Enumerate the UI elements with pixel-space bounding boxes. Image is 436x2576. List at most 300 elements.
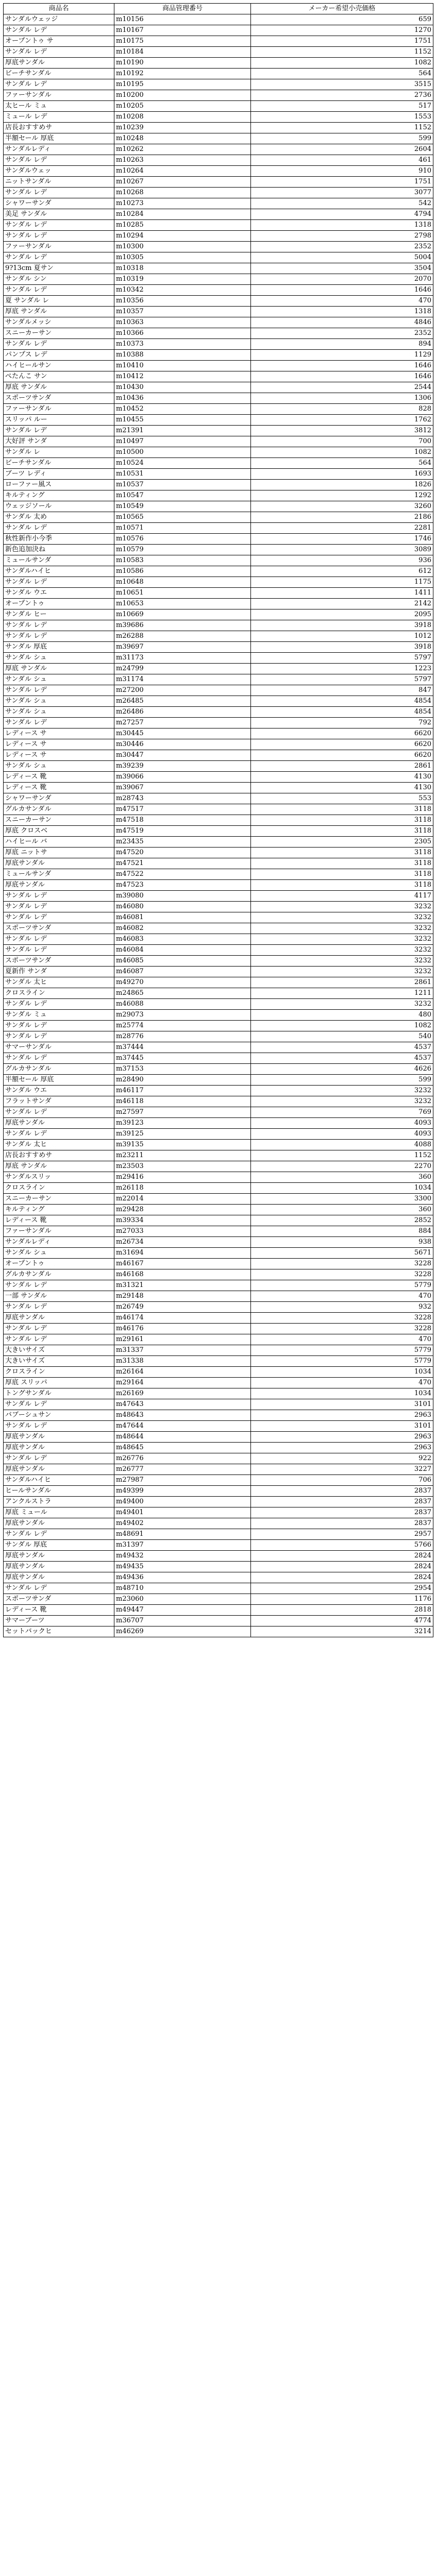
product-name-cell: サンダル ウエ: [4, 588, 114, 599]
retail-price-cell: 5766: [251, 1540, 433, 1551]
product-name-cell: サンダル レデ: [4, 1583, 114, 1594]
product-code-cell: m47519: [114, 826, 251, 837]
product-name-cell: ビーチサンダル: [4, 69, 114, 79]
product-name-cell: 一部 サンダル: [4, 1291, 114, 1302]
product-code-cell: m49270: [114, 977, 251, 988]
table-row: [4, 793, 433, 804]
retail-price-cell: 1223: [251, 664, 433, 674]
table-row: [4, 1605, 433, 1616]
table-row: [4, 534, 433, 545]
table-row: [4, 1345, 433, 1356]
product-name-cell: サンダルレディ: [4, 144, 114, 155]
product-code-cell: m10651: [114, 588, 251, 599]
table-row: [4, 480, 433, 490]
product-code-cell: m10319: [114, 274, 251, 285]
product-code-cell: m47517: [114, 804, 251, 815]
product-name-cell: サンダル シュ: [4, 761, 114, 772]
product-name-cell: ミュール レデ: [4, 112, 114, 123]
product-code-cell: m10648: [114, 577, 251, 588]
table-row: [4, 371, 433, 382]
retail-price-cell: 3515: [251, 79, 433, 90]
retail-price-cell: 2837: [251, 1486, 433, 1497]
product-name-cell: ニットサンダル: [4, 177, 114, 188]
table-row: [4, 436, 433, 447]
product-code-cell: m46080: [114, 902, 251, 912]
retail-price-cell: 3101: [251, 1421, 433, 1432]
retail-price-cell: 1646: [251, 371, 433, 382]
product-name-cell: ウェッジソール: [4, 501, 114, 512]
product-name-cell: レディース サ: [4, 750, 114, 761]
product-code-cell: m27987: [114, 1475, 251, 1486]
product-code-cell: m10208: [114, 112, 251, 123]
retail-price-cell: 792: [251, 718, 433, 728]
product-code-cell: m26118: [114, 1183, 251, 1194]
retail-price-cell: 1152: [251, 47, 433, 58]
table-row: [4, 328, 433, 339]
product-name-cell: サンダル レデ: [4, 1021, 114, 1031]
retail-price-cell: 517: [251, 101, 433, 112]
table-row: [4, 209, 433, 220]
product-name-cell: 美足 サンダル: [4, 209, 114, 220]
retail-price-cell: 2070: [251, 274, 433, 285]
product-code-cell: m10305: [114, 252, 251, 263]
table-row: [4, 674, 433, 685]
retail-price-cell: 1762: [251, 415, 433, 426]
product-code-cell: m10300: [114, 242, 251, 252]
retail-price-cell: 3118: [251, 858, 433, 869]
retail-price-cell: 706: [251, 1475, 433, 1486]
product-name-cell: サンダル レデ: [4, 1529, 114, 1540]
product-name-cell: オープントゥ: [4, 599, 114, 609]
table-row: [4, 750, 433, 761]
table-row: [4, 599, 433, 609]
table-row: [4, 447, 433, 458]
retail-price-cell: 3232: [251, 1096, 433, 1107]
retail-price-cell: 1176: [251, 1594, 433, 1605]
table-row: [4, 826, 433, 837]
table-row: [4, 653, 433, 664]
retail-price-cell: 564: [251, 69, 433, 79]
retail-price-cell: 1211: [251, 988, 433, 999]
table-row: [4, 804, 433, 815]
table-row: [4, 1616, 433, 1626]
retail-price-cell: 4088: [251, 1140, 433, 1150]
retail-price-cell: 1646: [251, 285, 433, 296]
retail-price-cell: 612: [251, 566, 433, 577]
product-code-cell: m48644: [114, 1432, 251, 1443]
product-name-cell: キルティング: [4, 490, 114, 501]
product-name-cell: 厚底 ミュール: [4, 1507, 114, 1518]
product-name-cell: キルティング: [4, 1205, 114, 1215]
product-name-cell: グルカサンダル: [4, 1269, 114, 1280]
product-code-cell: m10586: [114, 566, 251, 577]
product-name-cell: スニーカーサン: [4, 815, 114, 826]
table-row: [4, 999, 433, 1010]
product-name-cell: サンダル シュ: [4, 707, 114, 718]
product-code-cell: m10285: [114, 220, 251, 231]
retail-price-cell: 3232: [251, 956, 433, 967]
table-row: [4, 1140, 433, 1150]
table-row: [4, 1269, 433, 1280]
product-name-cell: サンダル 太め: [4, 512, 114, 523]
retail-price-cell: 1129: [251, 350, 433, 361]
retail-price-cell: 4537: [251, 1053, 433, 1064]
product-code-cell: m26734: [114, 1237, 251, 1248]
table-row: [4, 815, 433, 826]
product-name-cell: サンダル レデ: [4, 620, 114, 631]
table-row: [4, 728, 433, 739]
table-row: [4, 1183, 433, 1194]
table-row: [4, 685, 433, 696]
product-code-cell: m10531: [114, 469, 251, 480]
product-name-cell: オープントゥ: [4, 1259, 114, 1269]
retail-price-cell: 1306: [251, 393, 433, 404]
product-code-cell: m29161: [114, 1334, 251, 1345]
table-row: [4, 512, 433, 523]
table-row: [4, 1464, 433, 1475]
product-code-cell: m31694: [114, 1248, 251, 1259]
table-row: [4, 58, 433, 69]
product-code-cell: m10571: [114, 523, 251, 534]
product-name-cell: サンダル レデ: [4, 934, 114, 945]
product-code-cell: m49432: [114, 1551, 251, 1562]
product-code-cell: m26169: [114, 1388, 251, 1399]
table-row: [4, 1075, 433, 1086]
product-code-cell: m10167: [114, 25, 251, 36]
product-code-cell: m10549: [114, 501, 251, 512]
product-code-cell: m46174: [114, 1313, 251, 1324]
retail-price-cell: 3118: [251, 880, 433, 891]
retail-price-cell: 2824: [251, 1572, 433, 1583]
product-name-cell: ハイヒールサン: [4, 361, 114, 371]
product-name-cell: 厚底 ニットサ: [4, 848, 114, 858]
table-row: [4, 25, 433, 36]
product-code-cell: m28776: [114, 1031, 251, 1042]
retail-price-cell: 5779: [251, 1345, 433, 1356]
retail-price-cell: 5671: [251, 1248, 433, 1259]
retail-price-cell: 3089: [251, 545, 433, 555]
retail-price-cell: 2604: [251, 144, 433, 155]
product-name-cell: サンダル レデ: [4, 47, 114, 58]
product-code-cell: m23435: [114, 837, 251, 848]
table-row: [4, 1086, 433, 1096]
product-code-cell: m10239: [114, 123, 251, 133]
retail-price-cell: 2142: [251, 599, 433, 609]
product-code-cell: m10579: [114, 545, 251, 555]
product-code-cell: m26749: [114, 1302, 251, 1313]
product-code-cell: m24799: [114, 664, 251, 674]
product-code-cell: m48645: [114, 1443, 251, 1453]
retail-price-cell: 1292: [251, 490, 433, 501]
table-row: [4, 1551, 433, 1562]
table-row: [4, 588, 433, 599]
product-name-cell: ヒールサンダル: [4, 1486, 114, 1497]
table-row: [4, 404, 433, 415]
product-name-cell: 新色追加決ね: [4, 545, 114, 555]
product-code-cell: m31174: [114, 674, 251, 685]
table-row: [4, 664, 433, 674]
table-row: [4, 1205, 433, 1215]
table-row: [4, 1334, 433, 1345]
product-name-cell: 厚底 スリッパ: [4, 1378, 114, 1388]
table-row: [4, 783, 433, 793]
table-row: [4, 79, 433, 90]
table-row: [4, 1226, 433, 1237]
table-row: [4, 1443, 433, 1453]
product-code-cell: m29428: [114, 1205, 251, 1215]
retail-price-cell: 2963: [251, 1410, 433, 1421]
product-code-cell: m37153: [114, 1064, 251, 1075]
product-name-cell: ハイヒール バ: [4, 837, 114, 848]
table-row: [4, 393, 433, 404]
table-row: [4, 555, 433, 566]
product-code-cell: m39067: [114, 783, 251, 793]
product-code-cell: m26777: [114, 1464, 251, 1475]
product-name-cell: 秋性新作小今季: [4, 534, 114, 545]
product-name-cell: 厚底サンダル: [4, 1518, 114, 1529]
product-name-cell: 9?13cm 夏サン: [4, 263, 114, 274]
table-row: [4, 69, 433, 79]
product-table: [3, 3, 433, 1637]
table-row: [4, 718, 433, 728]
table-row: [4, 1529, 433, 1540]
retail-price-cell: 599: [251, 1075, 433, 1086]
table-row: [4, 415, 433, 426]
table-row: [4, 977, 433, 988]
table-row: [4, 1432, 433, 1443]
retail-price-cell: 3232: [251, 945, 433, 956]
retail-price-cell: 2861: [251, 761, 433, 772]
product-name-cell: レディース 靴: [4, 772, 114, 783]
product-name-cell: 太ヒール ミュ: [4, 101, 114, 112]
product-name-cell: アンクルストラ: [4, 1497, 114, 1507]
product-code-cell: m10455: [114, 415, 251, 426]
retail-price-cell: 2095: [251, 609, 433, 620]
product-code-cell: m23503: [114, 1161, 251, 1172]
product-name-cell: 厚底サンダル: [4, 1464, 114, 1475]
product-code-cell: m39686: [114, 620, 251, 631]
retail-price-cell: 932: [251, 1302, 433, 1313]
retail-price-cell: 360: [251, 1172, 433, 1183]
product-code-cell: m49399: [114, 1486, 251, 1497]
product-code-cell: m10318: [114, 263, 251, 274]
table-row: [4, 1475, 433, 1486]
product-name-cell: グルカサンダル: [4, 1064, 114, 1075]
product-name-cell: サンダル レデ: [4, 1421, 114, 1432]
table-row: [4, 1215, 433, 1226]
product-code-cell: m37445: [114, 1053, 251, 1064]
table-row: [4, 837, 433, 848]
retail-price-cell: 1034: [251, 1183, 433, 1194]
retail-price-cell: 3118: [251, 815, 433, 826]
retail-price-cell: 3101: [251, 1399, 433, 1410]
retail-price-cell: 2861: [251, 977, 433, 988]
product-name-cell: サンダル シュ: [4, 696, 114, 707]
product-name-cell: 厚底 サンダル: [4, 664, 114, 674]
retail-price-cell: 2352: [251, 242, 433, 252]
product-name-cell: サンダル レデ: [4, 285, 114, 296]
retail-price-cell: 1751: [251, 36, 433, 47]
product-code-cell: m10497: [114, 436, 251, 447]
product-code-cell: m47520: [114, 848, 251, 858]
retail-price-cell: 360: [251, 1205, 433, 1215]
retail-price-cell: 828: [251, 404, 433, 415]
table-row: [4, 1497, 433, 1507]
product-name-cell: サンダル レデ: [4, 523, 114, 534]
product-code-cell: m26485: [114, 696, 251, 707]
table-row: [4, 1194, 433, 1205]
table-row: [4, 1594, 433, 1605]
table-row: [4, 90, 433, 101]
retail-price-cell: 922: [251, 1453, 433, 1464]
retail-price-cell: 2824: [251, 1562, 433, 1572]
table-row: [4, 501, 433, 512]
product-name-cell: クロスライン: [4, 988, 114, 999]
table-row: [4, 133, 433, 144]
product-name-cell: ぺたんこ サン: [4, 371, 114, 382]
product-name-cell: 厚底サンダル: [4, 1443, 114, 1453]
header-product-name: 商品名: [4, 4, 114, 14]
product-code-cell: m47643: [114, 1399, 251, 1410]
table-row: [4, 274, 433, 285]
table-row: [4, 382, 433, 393]
product-name-cell: 半額セール 厚底: [4, 133, 114, 144]
table-row: [4, 350, 433, 361]
retail-price-cell: 480: [251, 1010, 433, 1021]
table-row: [4, 707, 433, 718]
table-row: [4, 1356, 433, 1367]
table-row: [4, 1378, 433, 1388]
product-code-cell: m46084: [114, 945, 251, 956]
product-name-cell: レディース 靴: [4, 783, 114, 793]
product-name-cell: スポーツサンダ: [4, 923, 114, 934]
product-code-cell: m10547: [114, 490, 251, 501]
product-name-cell: フラットサンダ: [4, 1096, 114, 1107]
table-row: [4, 263, 433, 274]
product-name-cell: 厚底サンダル: [4, 1551, 114, 1562]
retail-price-cell: 847: [251, 685, 433, 696]
retail-price-cell: 542: [251, 198, 433, 209]
header-retail-price: メーカー希望小売価格: [251, 4, 433, 14]
product-name-cell: サンダル レデ: [4, 79, 114, 90]
retail-price-cell: 4774: [251, 1616, 433, 1626]
retail-price-cell: 2818: [251, 1605, 433, 1616]
table-row: [4, 296, 433, 307]
retail-price-cell: 470: [251, 1378, 433, 1388]
product-code-cell: m46118: [114, 1096, 251, 1107]
table-row: [4, 1042, 433, 1053]
product-code-cell: m10190: [114, 58, 251, 69]
product-code-cell: m10195: [114, 79, 251, 90]
product-name-cell: ミュールサンダ: [4, 869, 114, 880]
table-row: [4, 144, 433, 155]
table-row: [4, 848, 433, 858]
product-code-cell: m10500: [114, 447, 251, 458]
product-code-cell: m29148: [114, 1291, 251, 1302]
product-code-cell: m48710: [114, 1583, 251, 1594]
table-row: [4, 923, 433, 934]
product-code-cell: m27033: [114, 1226, 251, 1237]
table-row: [4, 1107, 433, 1118]
table-row: [4, 1150, 433, 1161]
table-row: [4, 956, 433, 967]
product-name-cell: スニーカーサン: [4, 328, 114, 339]
product-name-cell: サンダル レデ: [4, 1453, 114, 1464]
table-row: [4, 545, 433, 555]
retail-price-cell: 540: [251, 1031, 433, 1042]
retail-price-cell: 1012: [251, 631, 433, 642]
table-row: [4, 1562, 433, 1572]
table-row: [4, 1161, 433, 1172]
product-code-cell: m10273: [114, 198, 251, 209]
table-row: [4, 469, 433, 480]
retail-price-cell: 3228: [251, 1259, 433, 1269]
retail-price-cell: 470: [251, 1334, 433, 1345]
product-name-cell: ミュールサンダ: [4, 555, 114, 566]
retail-price-cell: 769: [251, 1107, 433, 1118]
table-row: [4, 1118, 433, 1129]
product-code-cell: m24865: [114, 988, 251, 999]
table-row: [4, 1518, 433, 1529]
product-code-cell: m10363: [114, 317, 251, 328]
product-code-cell: m39123: [114, 1118, 251, 1129]
table-body: [4, 14, 433, 1637]
retail-price-cell: 3812: [251, 426, 433, 436]
retail-price-cell: 936: [251, 555, 433, 566]
table-row: [4, 1259, 433, 1269]
product-code-cell: m10366: [114, 328, 251, 339]
retail-price-cell: 4093: [251, 1129, 433, 1140]
product-code-cell: m48643: [114, 1410, 251, 1421]
product-code-cell: m31397: [114, 1540, 251, 1551]
product-code-cell: m47644: [114, 1421, 251, 1432]
retail-price-cell: 3300: [251, 1194, 433, 1205]
product-name-cell: サンダルハイヒ: [4, 1475, 114, 1486]
retail-price-cell: 910: [251, 166, 433, 177]
product-name-cell: サンダル レデ: [4, 1053, 114, 1064]
table-row: [4, 902, 433, 912]
retail-price-cell: 1175: [251, 577, 433, 588]
retail-price-cell: 1751: [251, 177, 433, 188]
table-row: [4, 1172, 433, 1183]
retail-price-cell: 3504: [251, 263, 433, 274]
product-name-cell: ファーサンダル: [4, 404, 114, 415]
retail-price-cell: 3214: [251, 1626, 433, 1637]
table-row: [4, 47, 433, 58]
table-row: [4, 36, 433, 47]
retail-price-cell: 3260: [251, 501, 433, 512]
retail-price-cell: 1082: [251, 1021, 433, 1031]
product-code-cell: m46085: [114, 956, 251, 967]
retail-price-cell: 2736: [251, 90, 433, 101]
product-name-cell: サンダル レデ: [4, 1107, 114, 1118]
product-code-cell: m10268: [114, 188, 251, 198]
retail-price-cell: 3227: [251, 1464, 433, 1475]
product-code-cell: m47523: [114, 880, 251, 891]
table-row: [4, 739, 433, 750]
product-name-cell: 大きいサイズ: [4, 1356, 114, 1367]
product-code-cell: m46269: [114, 1626, 251, 1637]
product-name-cell: セットバックヒ: [4, 1626, 114, 1637]
retail-price-cell: 5779: [251, 1280, 433, 1291]
product-name-cell: サンダル レデ: [4, 577, 114, 588]
product-code-cell: m39066: [114, 772, 251, 783]
retail-price-cell: 3232: [251, 912, 433, 923]
product-code-cell: m49400: [114, 1497, 251, 1507]
product-name-cell: トングサンダル: [4, 1388, 114, 1399]
product-code-cell: m29164: [114, 1378, 251, 1388]
table-row: [4, 1021, 433, 1031]
